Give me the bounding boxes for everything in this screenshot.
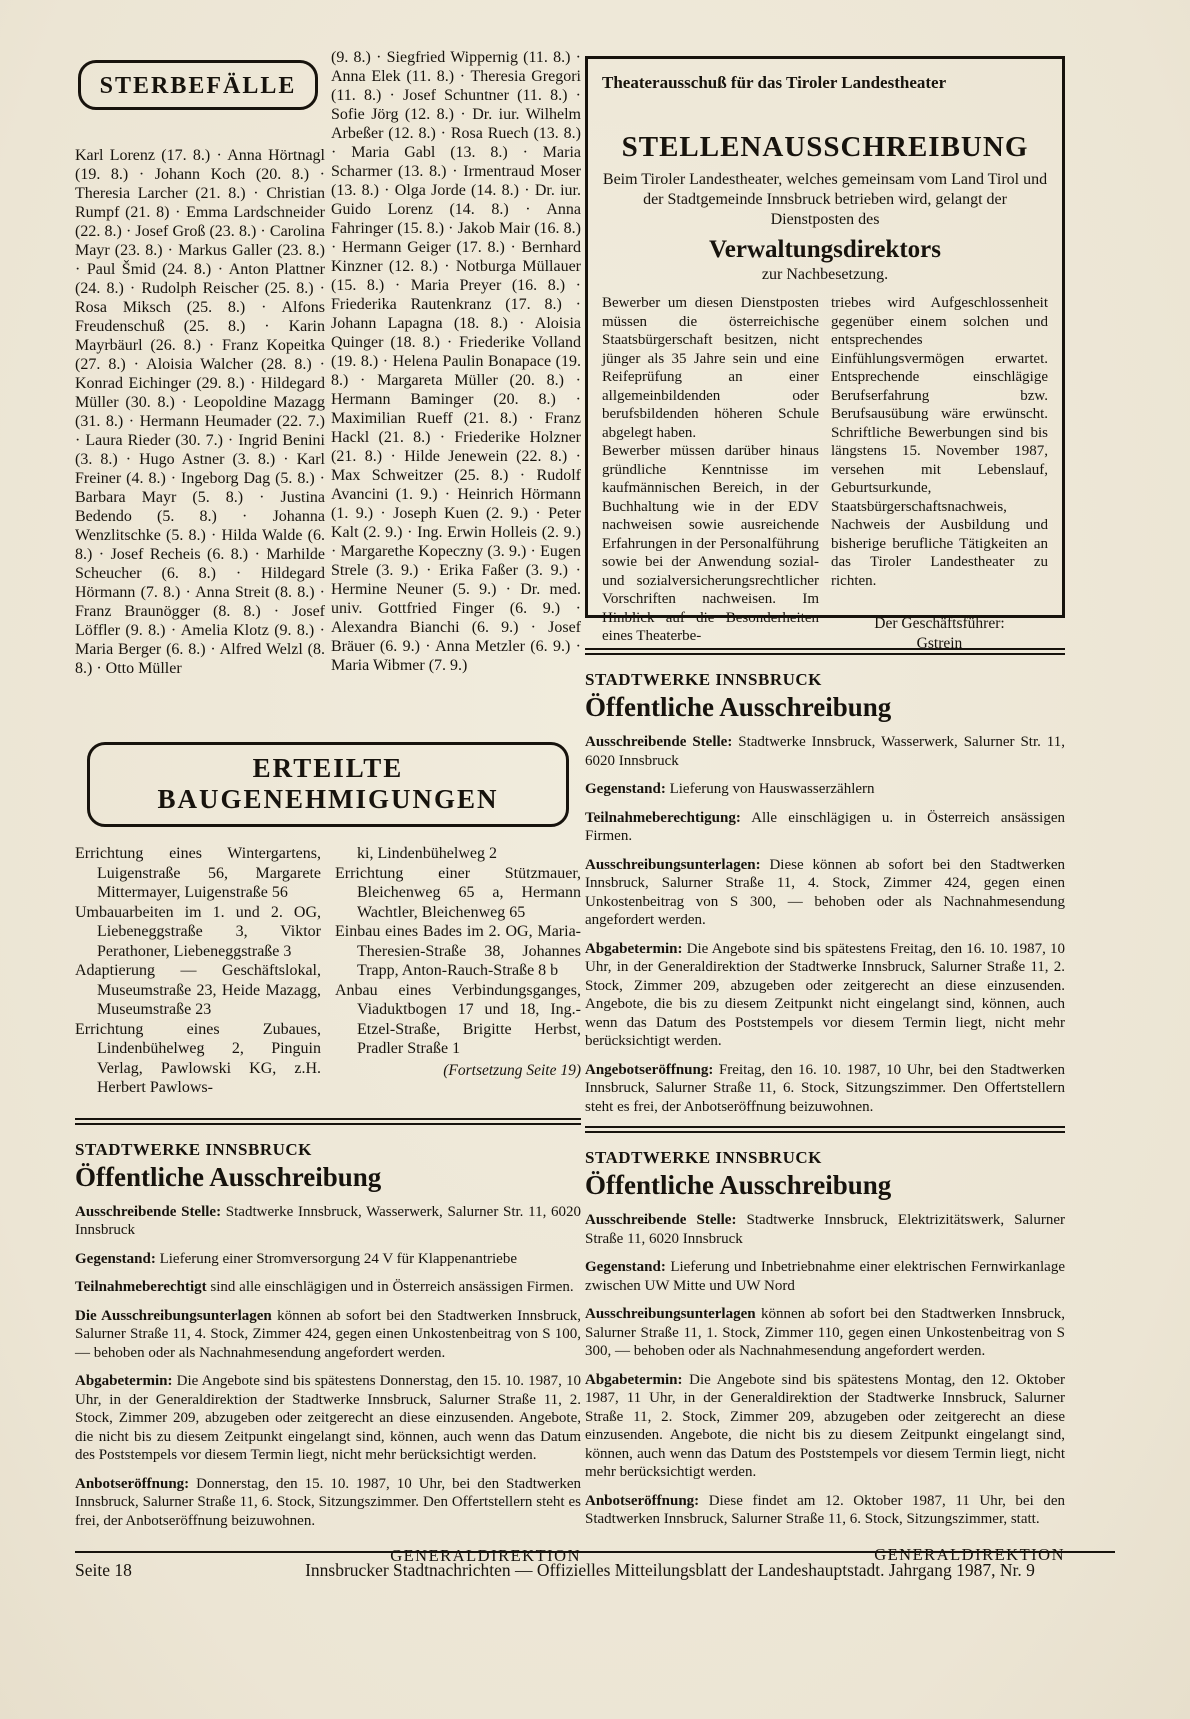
deaths-section-title: STERBEFÄLLE	[78, 60, 318, 110]
signature-role: Der Geschäftsführer:	[874, 615, 1005, 632]
paragraph-label: Ausschreibungsunterlagen	[585, 1306, 756, 1322]
job-ad-body-left-p1: Bewerber um diesen Dienstposten müssen die österreichische Staatsbürgerschaft besitzen, nicht jünger als 35 Jahre sein und eine Reifeprüfung an einer allgemeinbildenden oder berufsbildenden höheren Schule abgelegt haben.	[602, 295, 819, 441]
paragraph-label: Ausschreibungsunterlagen:	[585, 856, 761, 873]
section-divider	[585, 648, 1065, 655]
paragraph-text: Donnerstag, den 15. 10. 1987, 10 Uhr, bei den Stadtwerken Innsbruck, Salurner Straße 11, 6. Stock, Sitzungszimmer. Den Offertstellern steht es frei, der Anbotseröffnung beizuwohnen.	[75, 1475, 582, 1529]
job-ad-position: Verwaltungsdirektors	[709, 236, 941, 263]
tender-paragraph	[75, 1203, 581, 1240]
tender-paragraph	[585, 780, 1065, 799]
right-column	[585, 648, 1065, 1565]
paragraph-text: Stadtwerke Innsbruck, Wasserwerk, Salurner Str. 11, 6020 Innsbruck	[75, 1203, 582, 1238]
tender-paragraph	[75, 1372, 581, 1465]
tender-power-supply	[75, 1140, 581, 1567]
tender-paragraph	[585, 1371, 1065, 1482]
paragraph-label: Gegenstand:	[75, 1250, 156, 1267]
paragraph-label: Abgabetermin:	[585, 1371, 683, 1388]
permit-item: Einbau eines Bades im 2. OG, Maria-Theresien-Straße 38, Johannes Trapp, Anton-Rauch-Straße 8 b	[335, 923, 581, 979]
permits-column-2	[335, 844, 581, 1098]
paragraph-label: Teilnahmeberechtigung:	[585, 809, 741, 826]
tender-title: Öffentliche Ausschreibung	[75, 1161, 382, 1192]
permit-item: Errichtung einer Stützmauer, Bleichenweg 65 a, Hermann Wachtler, Bleichenweg 65	[335, 864, 581, 921]
paragraph-text: Diese findet am 12. Oktober 1987, 11 Uhr, bei den Stadtwerken Innsbruck, Salurner Straße 11, 6. Stock, Sitzungszimmer, statt.	[585, 1492, 1065, 1527]
permit-item: Errichtung eines Zubaues, Lindenbühelweg 2, Pinguin Verlag, Pawlowski KG, z.H. Herbert Pawlows-	[75, 1020, 321, 1096]
paragraph-text: Lieferung einer Stromversorgung 24 V für Klappenantriebe	[159, 1250, 517, 1267]
tender-paragraph	[585, 940, 1065, 1051]
footer-rule	[75, 1551, 1115, 1553]
tender-paragraph	[585, 1492, 1065, 1529]
job-ad-title: STELLENAUSSCHREIBUNG	[621, 131, 1029, 163]
tender-remote-control	[585, 1148, 1065, 1565]
tender-water-meters	[585, 670, 1065, 1116]
tender-paragraph	[585, 1305, 1065, 1361]
tender-paragraph	[75, 1250, 581, 1269]
paragraph-label: Gegenstand:	[585, 781, 666, 797]
paragraph-text: Stadtwerke Innsbruck, Wasserwerk, Salurner Str. 11, 6020 Innsbruck	[585, 734, 1065, 769]
permit-item: Errichtung eines Wintergartens, Luigenstraße 56, Margarete Mittermayer, Luigenstraße 56	[75, 845, 321, 901]
tender-title: Öffentliche Ausschreibung	[585, 692, 892, 722]
signature-name: Gstrein	[916, 635, 963, 652]
job-ad-body-left-p2: Bewerber müssen darüber hinaus gründliche Kenntnisse im kaufmännischen Bereich, in der Buchhaltung wie in der EDV nachweisen sowie ausreichende Erfahrungen in der Personalführung sowie bei der Anwendung sozial- und sozialversicherungsrechtlicher Vorschriften nachweisen. Im Hinblick auf die Besonderheiten eines Theaterbe-	[602, 443, 819, 644]
paragraph-label: Teilnahmeberechtigt	[75, 1279, 207, 1295]
footer-masthead: Innsbrucker Stadtnachrichten — Offizielles Mitteilungsblatt der Landeshauptstadt. Jahrgang 1987, Nr. 9	[305, 1560, 1035, 1580]
paragraph-text: können ab sofort bei den Stadtwerken Innsbruck, Salurner Straße 11, 4. Stock, Zimmer 424, gegen einen Unkostenbeitrag von S 100,— behoben oder als Nachnahmesendung angefordert werden.	[75, 1307, 582, 1361]
paragraph-label: Ausschreibende Stelle:	[75, 1203, 222, 1220]
tender-paragraph	[585, 1061, 1065, 1117]
paragraph-label: Anbotseröffnung:	[585, 1492, 700, 1509]
paragraph-label: Anbotseröffnung:	[75, 1475, 190, 1492]
paragraph-label: Angebotseröffnung:	[585, 1061, 714, 1078]
deaths-column-1: Karl Lorenz (17. 8.) · Anna Hörtnagl (19. 8.) · Johann Koch (20. 8.) · Theresia Larcher (21. 8.) · Christian Rumpf (21. 8) · Emma Lardschneider (22. 8.) · Josef Groß (23. 8.) · Carolina Mayr (23. 8.) · Markus Galler (23. 8.) · Paul Šmid (24. 8.) · Anton Plattner (24. 8.) · Rudolph Reischer (25. 8.) · Rosa Miksch (25. 8.) · Alfons Freudenschuß (25. 8.) · Karin Mayrbäurl (26. 8.) · Franz Kopeitka (27. 8.) · Aloisia Walcher (28. 8.) · Konrad Eichinger (29. 8.) · Hildegard Müller (30. 8.) · Leopoldine Mazagg (31. 8.) · Hermann Heumader (22. 7.) · Laura Rieder (30. 7.) · Ingrid Benini (3. 8.) · Hugo Astner (3. 8.) · Karl Freiner (4. 8.) · Ingeborg Dag (5. 8.) · Barbara Mayr (5. 8.) · Justina Bedendo (5. 8.) · Johanna Wenzlitschke (5. 8.) · Hilda Walde (6. 8.) · Josef Recheis (6. 8.) · Marhilde Scheucher (6. 8.) · Hildegard Hörmann (7. 8.) · Anna Streit (8. 8.) · Franz Braunögger (8. 8.) · Josef Löffler (9. 8.) · Amelia Klotz (9. 8.) · Maria Berger (6. 8.) · Alfred Welzl (8. 8.) · Otto Müller	[75, 147, 325, 677]
tender-paragraph	[585, 1258, 1065, 1295]
permits-section-title: ERTEILTE BAUGENEHMIGUNGEN	[87, 742, 569, 827]
paragraph-text: Lieferung und Inbetriebnahme einer elektrischen Fernwirkanlage zwischen UW Mitte und UW Nord	[585, 1259, 1065, 1294]
tender-org: STADTWERKE INNSBRUCK	[585, 670, 822, 689]
paragraph-text: Freitag, den 16. 10. 1987, 10 Uhr, bei den Stadtwerken Innsbruck, Salurner Straße 11, 6. Stock, Sitzungszimmer. Den Offertstellern steht es frei, der Anbotseröffnung beizuwohnen.	[585, 1061, 1065, 1115]
section-divider	[585, 1126, 1065, 1133]
paragraph-label: Abgabetermin:	[585, 940, 683, 957]
section-divider	[75, 1118, 581, 1125]
paragraph-text: Lieferung von Hauswasserzählern	[669, 781, 875, 797]
tender-paragraph	[75, 1278, 581, 1297]
deaths-column-2: (9. 8.) · Siegfried Wippernig (11. 8.) · Anna Elek (11. 8.) · Theresia Gregori (11. 8.) · Josef Schuntner (11. 8.) · Sofie Jörg (12. 8.) · Dr. iur. Wilhelm Arbeßer (12. 8.) · Rosa Ruech (13. 8.) · Maria Gabl (13. 8.) · Maria Scharmer (13. 8.) · Irmentraud Moser (13. 8.) · Olga Jorde (14. 8.) · Dr. iur. Guido Lorenz (14. 8.) · Anna Fahringer (15. 8.) · Jakob Mair (16. 8.) · Hermann Geiger (17. 8.) · Bernhard Kinzner (12. 8.) · Notburga Müllauer (15. 8.) · Maria Preyer (16. 8.) · Friederika Rautenkranz (17. 8.) · Johann Lapagna (18. 8.) · Aloisia Quinger (18. 8.) · Friederike Volland (19. 8.) · Helena Paulin Bonapace (19. 8.) · Margareta Müller (20. 8.) · Hermann Baminger (20. 8.) · Maximilian Rueff (21. 8.) · Franz Hackl (21. 8.) · Friederike Holzner (21. 8.) · Hilde Jenewein (22. 8.) · Max Schweitzer (25. 8.) · Rudolf Avancini (1. 9.) · Heinrich Hörmann (1. 9.) · Joseph Kuen (2. 9.) · Peter Kalt (2. 9.) · Ing. Erwin Holleis (2. 9.) · Margarethe Kopeczny (3. 9.) · Eugen Strele (3. 9.) · Erika Faßer (3. 9.) · Hermine Neuner (5. 9.) · Dr. med. univ. Gottfried Finger (6. 9.) · Alexandra Bianchi (6. 9.) · Josef Bräuer (6. 9.) · Anna Metzler (6. 9.) · Maria Wibmer (7. 9.)	[331, 49, 581, 674]
paragraph-text: Diese können ab sofort bei den Stadtwerken Innsbruck, Salurner Straße 11, 4. Stock, Zimmer 424, gegen einen Unkostenbeitrag von S 300, — behoben oder als Nachnahmesendung angefordert werden.	[585, 856, 1065, 928]
job-ad-intro: Beim Tiroler Landestheater, welches gemeinsam vom Land Tirol und der Stadtgemeinde Innsbruck betrieben wird, gelangt der Dienstposten des	[602, 171, 1048, 228]
left-column	[75, 742, 581, 1566]
permit-item: Umbauarbeiten im 1. und 2. OG, Liebeneggstraße 3, Viktor Perathoner, Liebeneggstraße 3	[75, 903, 321, 960]
tender-paragraph	[585, 733, 1065, 770]
paragraph-label: Ausschreibende Stelle:	[585, 734, 733, 750]
tender-org: STADTWERKE INNSBRUCK	[75, 1139, 312, 1159]
job-ad-committee: Theaterausschuß für das Tiroler Landestheater	[602, 73, 947, 92]
paragraph-label: Gegenstand:	[585, 1259, 666, 1275]
tender-paragraph	[585, 809, 1065, 846]
permit-item: Adaptierung — Geschäftslokal, Museumstraße 23, Heide Mazagg, Museumstraße 23	[75, 962, 321, 1018]
paragraph-label: Abgabetermin:	[75, 1373, 173, 1389]
paragraph-text: Die Angebote sind bis spätestens Montag, den 12. Oktober 1987, 11 Uhr, in der Generaldirektion der Stadtwerke Innsbruck, Salurner Straße 11, 2. Stock, Zimmer 209, abzugeben oder zeitgerecht an diese einzusenden. Angebote, die nicht bis zu diesem Zeitpunkt eingelangt sind, können, auch wenn das Datum des Poststempels vor diesem Termin liegt, nicht mehr berücksichtigt werden.	[585, 1371, 1065, 1480]
page-number: Seite 18	[75, 1560, 132, 1580]
tender-paragraph	[75, 1307, 581, 1363]
paragraph-text: Alle einschlägigen u. in Österreich ansässigen Firmen.	[585, 809, 1065, 844]
paragraph-label: Die Ausschreibungsunterlagen	[75, 1307, 272, 1324]
job-ad-body	[602, 294, 1048, 654]
paragraph-text: Stadtwerke Innsbruck, Elektrizitätswerk, Salurner Straße 11, 6020 Innsbruck	[585, 1212, 1065, 1247]
tender-signoff: GENERALDIREKTION	[390, 1546, 581, 1565]
job-ad-box	[585, 56, 1065, 652]
paragraph-text: Die Angebote sind bis spätestens Freitag, den 16. 10. 1987, 10 Uhr, in der Generaldirektion der Stadtwerke Innsbruck, Salurner Straße 11, 2. Stock, Zimmer 209, abzugeben oder zeitgerecht an diese einzusenden. Angebote, die bis zu diesem Zeitpunkt nicht eingelangt sind, können, auch wenn das Datum des Poststempels vor diesem Termin liegt, nicht mehr berücksichtigt werden.	[585, 940, 1065, 1049]
paragraph-label: Ausschreibende Stelle:	[585, 1212, 737, 1228]
tender-paragraph	[585, 856, 1065, 930]
permits-column-1	[75, 844, 321, 1098]
job-ad-body-left	[602, 294, 819, 654]
paragraph-text: sind alle einschlägigen und in Österreich ansässigen Firmen.	[210, 1279, 574, 1295]
permit-item: Anbau eines Verbindungsganges, Viaduktbogen 17 und 18, Ing.-Etzel-Straße, Brigitte Herbst, Pradler Straße 1	[335, 981, 581, 1057]
job-ad-body-right	[831, 294, 1048, 654]
tender-paragraph	[75, 1475, 581, 1531]
tender-org: STADTWERKE INNSBRUCK	[585, 1148, 822, 1167]
tender-paragraph	[585, 1211, 1065, 1248]
tender-signoff: GENERALDIREKTION	[874, 1544, 1065, 1564]
footer	[75, 1560, 1115, 1581]
paragraph-text: Die Angebote sind bis spätestens Donnerstag, den 15. 10. 1987, 10 Uhr, in der Generaldirektion der Stadtwerke Innsbruck, Salurner Straße 11, 2. Stock, Zimmer 209, abzugeben oder zeitgerecht an diese einzusenden. Angebote, die nicht bis zu diesem Zeitpunkt eingelangt sind, können, auch wenn das Datum des Poststempels vor diesem Termin liegt, nicht mehr berücksichtigt werden.	[75, 1373, 582, 1463]
permit-item-fragment: ki, Lindenbühelweg 2	[357, 845, 497, 862]
permits-list	[75, 844, 581, 1098]
paragraph-text: können ab sofort bei den Stadtwerken Innsbruck, Salurner Straße 11, 1. Stock, Zimmer 110, gegen einen Unkostenbeitrag von S 300, — behoben oder als Nachnahmesendung angefordert werden.	[585, 1306, 1065, 1359]
job-ad-body-right-text: triebes wird Aufgeschlossenheit gegenüber einem solchen und entsprechendes Einfühlungsvermögen erwartet. Entsprechende einschlägige Berufserfahrung bzw. Berufsausübung wäre erwünscht. Schriftliche Bewerbungen sind bis längstens 15. November 1987, versehen mit Lebenslauf, Geburtsurkunde, Staatsbürgerschaftsnachweis, Nachweis der Ausbildung und bisherige berufliche Tätigkeiten an das Tiroler Landestheater zu richten.	[831, 295, 1048, 589]
continuation-note: (Fortsetzung Seite 19)	[443, 1061, 581, 1079]
tender-title: Öffentliche Ausschreibung	[585, 1170, 892, 1200]
job-ad-subtitle: zur Nachbesetzung.	[761, 266, 889, 283]
